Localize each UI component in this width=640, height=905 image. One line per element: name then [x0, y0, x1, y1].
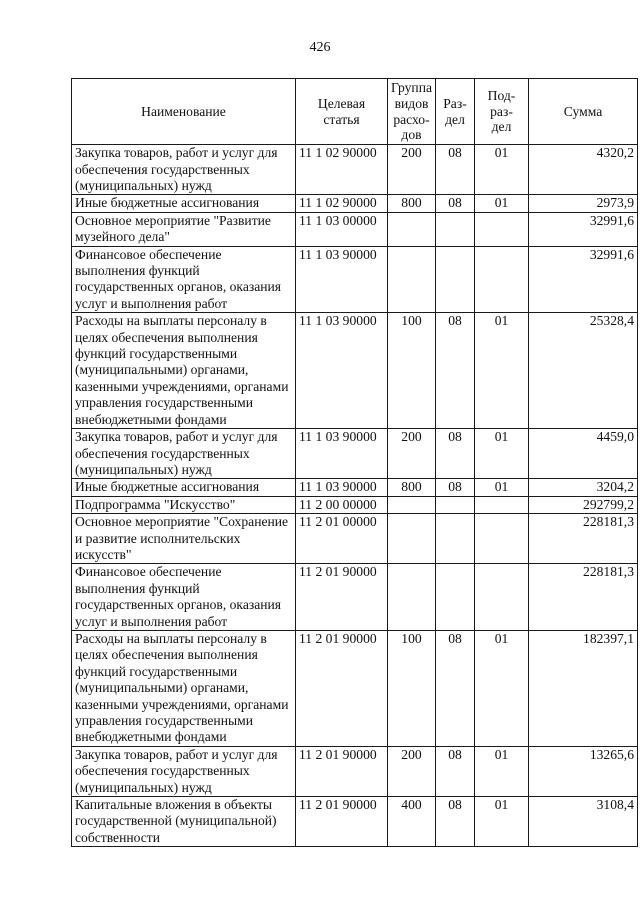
- cell-section: [436, 496, 475, 513]
- cell-group: 100: [388, 313, 436, 429]
- table-row: [72, 246, 638, 313]
- table-row: [72, 313, 638, 429]
- cell-section: [436, 212, 475, 246]
- cell-section: 08: [436, 479, 475, 496]
- cell-group: 400: [388, 797, 436, 847]
- cell-article: 11 1 03 90000: [296, 246, 388, 313]
- cell-name: Закупка товаров, работ и услуг для обеспечения государственных (муниципальных) нужд: [72, 746, 296, 796]
- table-row: [72, 212, 638, 246]
- cell-sum: 228181,3: [529, 514, 638, 564]
- cell-subsection: [475, 246, 529, 313]
- cell-article: 11 1 03 90000: [296, 479, 388, 496]
- cell-section: 08: [436, 195, 475, 212]
- cell-subsection: 01: [475, 313, 529, 429]
- cell-name: Закупка товаров, работ и услуг для обеспечения государственных (муниципальных) нужд: [72, 429, 296, 479]
- table-row: [72, 496, 638, 513]
- cell-article: 11 2 01 90000: [296, 630, 388, 746]
- cell-name: Финансовое обеспечение выполнения функций государственных органов, оказания услуг и выполнения работ: [72, 246, 296, 313]
- cell-article: 11 1 03 90000: [296, 429, 388, 479]
- cell-article: 11 1 02 90000: [296, 145, 388, 195]
- table-row: [72, 479, 638, 496]
- header-sum: Сумма: [529, 79, 638, 145]
- cell-name: Расходы на выплаты персоналу в целях обеспечения выполнения функций государственными (муниципальными) органами, казенными учреждениями, органами управления государственными внебюджетными фондами: [72, 313, 296, 429]
- cell-section: [436, 246, 475, 313]
- header-section: Раз- дел: [436, 79, 475, 145]
- cell-group: [388, 496, 436, 513]
- cell-sum: 3204,2: [529, 479, 638, 496]
- cell-subsection: 01: [475, 797, 529, 847]
- cell-article: 11 2 01 90000: [296, 797, 388, 847]
- cell-group: 800: [388, 479, 436, 496]
- cell-subsection: 01: [475, 746, 529, 796]
- cell-sum: 25328,4: [529, 313, 638, 429]
- cell-subsection: 01: [475, 630, 529, 746]
- cell-name: Финансовое обеспечение выполнения функций государственных органов, оказания услуг и выполнения работ: [72, 564, 296, 631]
- cell-section: [436, 514, 475, 564]
- header-group: Группа видов расхо- дов: [388, 79, 436, 145]
- cell-group: 200: [388, 746, 436, 796]
- cell-group: [388, 212, 436, 246]
- cell-group: [388, 514, 436, 564]
- cell-name: Иные бюджетные ассигнования: [72, 195, 296, 212]
- cell-section: 08: [436, 429, 475, 479]
- table-body: [72, 145, 638, 847]
- cell-sum: 228181,3: [529, 564, 638, 631]
- cell-article: 11 2 00 00000: [296, 496, 388, 513]
- table-row: [72, 797, 638, 847]
- table-row: [72, 429, 638, 479]
- cell-group: 100: [388, 630, 436, 746]
- cell-sum: 292799,2: [529, 496, 638, 513]
- cell-sum: 4320,2: [529, 145, 638, 195]
- cell-section: 08: [436, 313, 475, 429]
- cell-subsection: [475, 496, 529, 513]
- table-row: [72, 630, 638, 746]
- cell-sum: 4459,0: [529, 429, 638, 479]
- table-header-row: [72, 79, 638, 145]
- cell-sum: 32991,6: [529, 212, 638, 246]
- table-row: [72, 746, 638, 796]
- table-row: [72, 195, 638, 212]
- cell-sum: 182397,1: [529, 630, 638, 746]
- cell-name: Иные бюджетные ассигнования: [72, 479, 296, 496]
- cell-article: 11 1 03 00000: [296, 212, 388, 246]
- cell-article: 11 1 03 90000: [296, 313, 388, 429]
- cell-group: [388, 246, 436, 313]
- cell-name: Капитальные вложения в объекты государственной (муниципальной) собственности: [72, 797, 296, 847]
- cell-sum: 13265,6: [529, 746, 638, 796]
- table-row: [72, 145, 638, 195]
- cell-section: 08: [436, 145, 475, 195]
- cell-group: 200: [388, 429, 436, 479]
- cell-group: 800: [388, 195, 436, 212]
- cell-group: [388, 564, 436, 631]
- cell-article: 11 1 02 90000: [296, 195, 388, 212]
- cell-subsection: 01: [475, 479, 529, 496]
- cell-subsection: 01: [475, 429, 529, 479]
- cell-section: 08: [436, 746, 475, 796]
- table-row: [72, 564, 638, 631]
- cell-name: Подпрограмма "Искусство": [72, 496, 296, 513]
- header-name: Наименование: [72, 79, 296, 145]
- cell-section: 08: [436, 630, 475, 746]
- header-article: Целевая статья: [296, 79, 388, 145]
- cell-subsection: [475, 514, 529, 564]
- cell-name: Основное мероприятие "Сохранение и развитие исполнительских искусств": [72, 514, 296, 564]
- table-row: [72, 514, 638, 564]
- cell-sum: 3108,4: [529, 797, 638, 847]
- cell-name: Основное мероприятие "Развитие музейного дела": [72, 212, 296, 246]
- cell-article: 11 2 01 00000: [296, 514, 388, 564]
- cell-group: 200: [388, 145, 436, 195]
- cell-subsection: [475, 212, 529, 246]
- cell-name: Расходы на выплаты персоналу в целях обеспечения выполнения функций государственными (муниципальными) органами, казенными учреждениями, органами управления государственными внебюджетными фондами: [72, 630, 296, 746]
- cell-section: [436, 564, 475, 631]
- cell-article: 11 2 01 90000: [296, 746, 388, 796]
- cell-subsection: 01: [475, 145, 529, 195]
- cell-section: 08: [436, 797, 475, 847]
- cell-subsection: [475, 564, 529, 631]
- cell-subsection: 01: [475, 195, 529, 212]
- cell-sum: 32991,6: [529, 246, 638, 313]
- cell-name: Закупка товаров, работ и услуг для обеспечения государственных (муниципальных) нужд: [72, 145, 296, 195]
- header-subsection: Под- раз- дел: [475, 79, 529, 145]
- cell-article: 11 2 01 90000: [296, 564, 388, 631]
- cell-sum: 2973,9: [529, 195, 638, 212]
- budget-table: [71, 78, 638, 847]
- page-number: 426: [309, 40, 331, 55]
